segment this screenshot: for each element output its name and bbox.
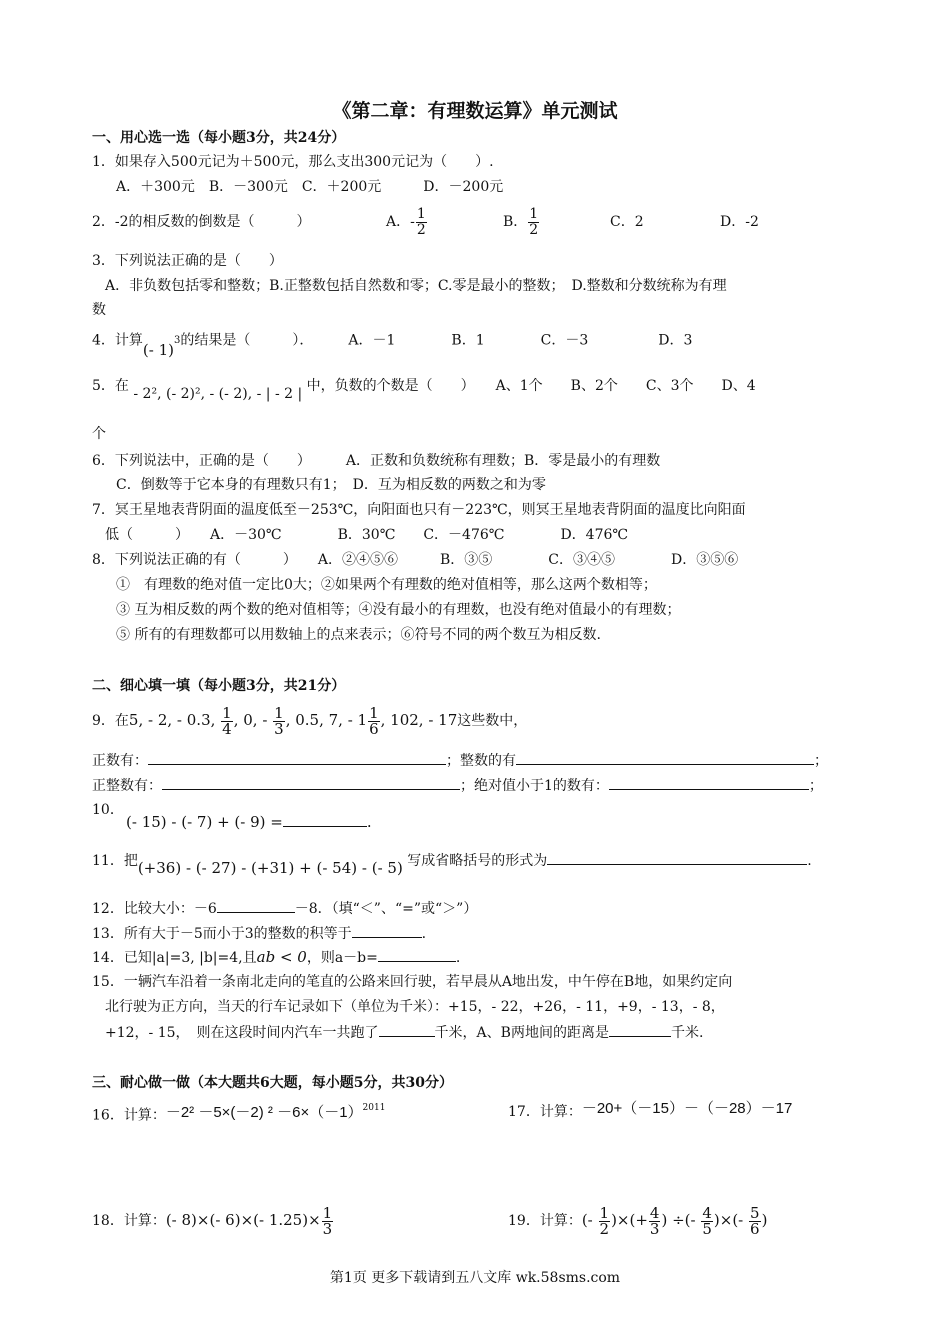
q6-line1: 6．下列说法中，正确的是（ ） A．正数和负数统称有理数；B．零是最小的有理数	[92, 453, 661, 469]
answer-blank[interactable]	[217, 898, 295, 913]
answer-blank[interactable]	[352, 923, 422, 938]
q13-line: 13．所有大于－5而小于3的整数的积等于 .	[92, 923, 426, 944]
q9-stem: 9．在5, - 2, - 0.3, $\frac{1}{4}$ , 0, - $\frac{1}{3}$ , 0.5, 7, - 1 $\frac{1}{6}$ , 102, - 17这些数中，	[92, 703, 528, 738]
section-2-heading: 二、细心填一填（每小题3分，共21分）	[92, 678, 346, 694]
q3-options-wrap: 数	[92, 302, 106, 318]
answer-blank[interactable]	[148, 750, 446, 765]
answer-blank[interactable]	[516, 750, 814, 765]
q2-stem: 2．-2的相反数的倒数是（ ）	[92, 214, 311, 230]
q8-statement-1-2: ① 有理数的绝对值一定比0大；②如果两个有理数的绝对值相等，那么这两个数相等；	[116, 577, 657, 593]
q17-line: 17．计算：－20+（－15）－（－28）－17	[508, 1100, 793, 1120]
q6-line2: C．倒数等于它本身的有理数只有1； D．互为相反数的两数之和为零	[116, 477, 546, 493]
q10-expression: (- 15) - (- 7) + (- 9) = .	[126, 813, 372, 831]
q5-line: 5．在 - 2², (- 2)², - (- 2), - | - 2 | 中，负数的个数是（ ） A、1个 B、2个 C、3个 D、4	[92, 378, 756, 402]
q4-line: 4．计算(- 1)$^3$的结果是（ ）． A．－1 B．1 C．－3 D．3	[92, 332, 693, 359]
q2-option-a: A．- $\frac{1}{2}$	[386, 205, 426, 238]
q15-line1: 15．一辆汽车沿着一条南北走向的笔直的公路来回行驶，若早晨从A地出发，中午停在B地，如果约定向	[92, 974, 733, 990]
answer-blank[interactable]	[547, 850, 807, 865]
answer-blank[interactable]	[162, 775, 460, 790]
q15-line2: 北行驶为正方向，当天的行车记录如下（单位为千米）：+15，- 22，+26，- 11，+9，- 13，- 8，	[105, 999, 725, 1015]
q9-positive-row: 正数有： ；整数的有 ；	[92, 750, 828, 771]
q16-line: 16．计算：－2² －5×(－2) $^2 -6\times(-1)^{2011}$	[92, 1103, 386, 1124]
q12-line: 12．比较大小：－6 －8．（填“＜”、“=”或“＞”）	[92, 898, 477, 919]
answer-blank[interactable]	[379, 1022, 435, 1037]
q19-line: 19．计算：(- $\frac{1}{2}$ )×(+ $\frac{4}{3}$ ) ÷(- $\frac{4}{5}$ )×(- $\frac{5}{6}$ )	[508, 1203, 768, 1238]
section-1-heading: 一、用心选一选（每小题3分，共24分）	[92, 130, 346, 146]
answer-blank[interactable]	[609, 1022, 671, 1037]
q7-line2: 低（ ） A．－30℃ B．30℃ C．－476℃ D．476℃	[105, 527, 629, 543]
q9-posint-row: 正整数有： ；绝对值小于1的数有： ；	[92, 775, 823, 796]
q5-expression: - 2², (- 2)², - (- 2), - | - 2 |	[133, 386, 303, 402]
q1-options: A．＋300元 B．－300元 C．＋200元 D．－200元	[116, 179, 504, 195]
q8-statement-3-4: ③ 互为相反数的两个数的绝对值相等；④没有最小的有理数，也没有绝对值最小的有理数；	[116, 602, 681, 618]
q3-stem: 3．下列说法正确的是（ ）	[92, 253, 283, 269]
q1-stem: 1．如果存入500元记为＋500元，那么支出300元记为（ ）.	[92, 154, 494, 170]
answer-blank[interactable]	[609, 775, 809, 790]
q11-line: 11．把(+36) - (- 27) - (+31) + (- 54) - (- 5) 写成省略括号的形式为 .	[92, 850, 812, 871]
page-title: 《第二章：有理数运算》单元测试	[332, 100, 618, 122]
q8-line1: 8．下列说法正确的有（ ） A．②④⑤⑥ B．③⑤ C．③④⑤ D．③⑤⑥	[92, 552, 739, 568]
q8-statement-5-6: ⑤ 所有的有理数都可以用数轴上的点来表示；⑥符号不同的两个数互为相反数.	[116, 627, 601, 643]
q14-line: 14．已知|a|=3, |b|=4,且ab < 0，则a－b= .	[92, 948, 461, 966]
fraction: $\frac{1}{2}$	[416, 205, 426, 238]
q5-wrap: 个	[92, 426, 106, 442]
answer-blank[interactable]	[283, 812, 367, 827]
q2-option-c: C．2	[610, 214, 644, 230]
section-3-heading: 三、耐心做一做（本大题共6大题，每小题5分，共30分）	[92, 1075, 453, 1091]
q2-option-b: B． $\frac{1}{2}$	[503, 205, 539, 238]
q15-line3: +12，- 15， 则在这段时间内汽车一共跑了 千米，A、B两地间的距离是 千米.	[105, 1022, 703, 1043]
q3-options: A．非负数包括零和整数；B.正整数包括自然数和零；C.零是最小的整数； D.整数和分数统称为有理	[105, 278, 727, 294]
page-footer: 第1页 更多下载请到五八文库 wk.58sms.com	[329, 1270, 621, 1286]
q18-line: 18．计算：(- 8)×(- 6)×(- 1.25)× $\frac{1}{3}$	[92, 1203, 333, 1238]
q2-option-d: D．-2	[720, 214, 759, 230]
answer-blank[interactable]	[378, 947, 456, 962]
q7-line1: 7．冥王星地表背阴面的温度低至－253℃，向阳面也只有－223℃，则冥王星地表背阴面的温度比向阳面	[92, 502, 746, 518]
fraction: $\frac{1}{2}$	[529, 205, 539, 238]
q10-label: 10．	[92, 802, 124, 818]
